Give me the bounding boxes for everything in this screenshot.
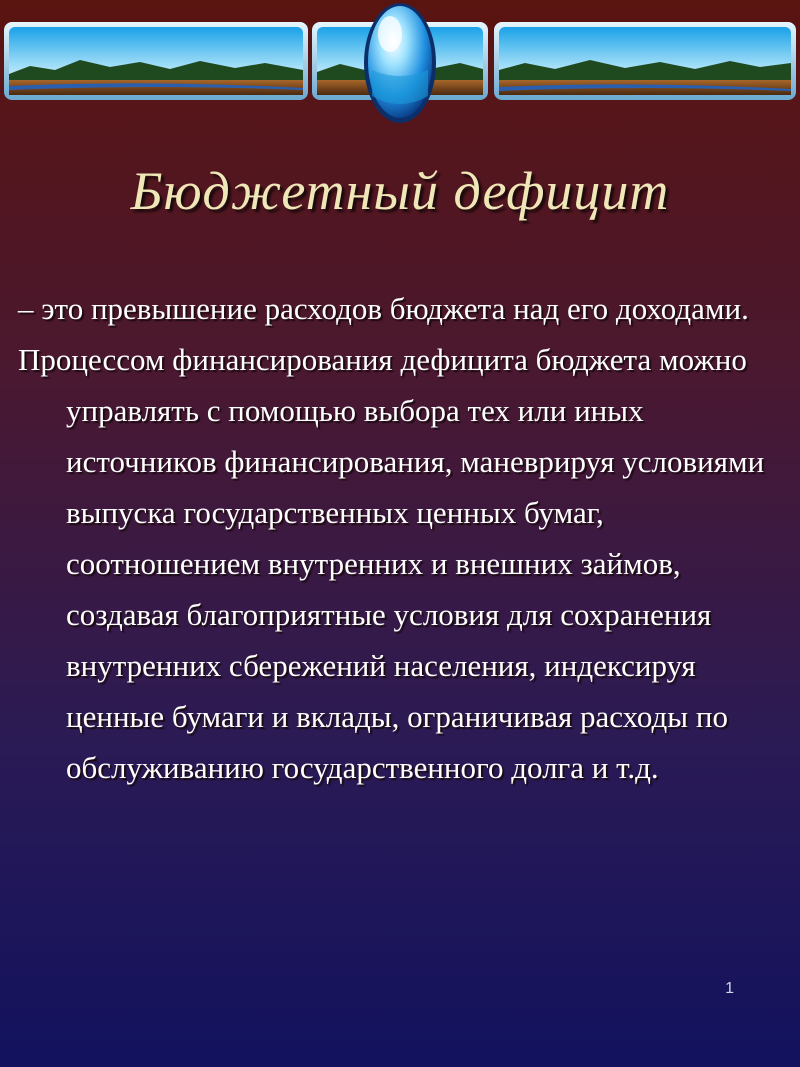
banner-panel-right	[494, 22, 796, 100]
page-number: 1	[725, 980, 734, 997]
landscape-banner	[0, 0, 800, 140]
glass-orb-icon	[364, 3, 436, 123]
slide-body	[18, 283, 788, 793]
definition-paragraph: – это превышение расходов бюджета над его доходами.	[18, 291, 749, 326]
slide-title: Бюджетный дефицит	[130, 161, 670, 221]
financing-paragraph: Процессом финансирования дефицита бюджета можно управлять с помощью выбора тех или иных источников финансирования, маневрируя условиями выпуска государственных ценных бумаг, соотношением внутренних и внешних займов, создавая благоприятные условия для сохранения внутренних сбережений населения, индексируя ценные бумаги и вклады, ограничивая расходы по обслуживанию государственного долга и т.д.	[18, 342, 765, 785]
banner-panel-left	[4, 22, 308, 100]
